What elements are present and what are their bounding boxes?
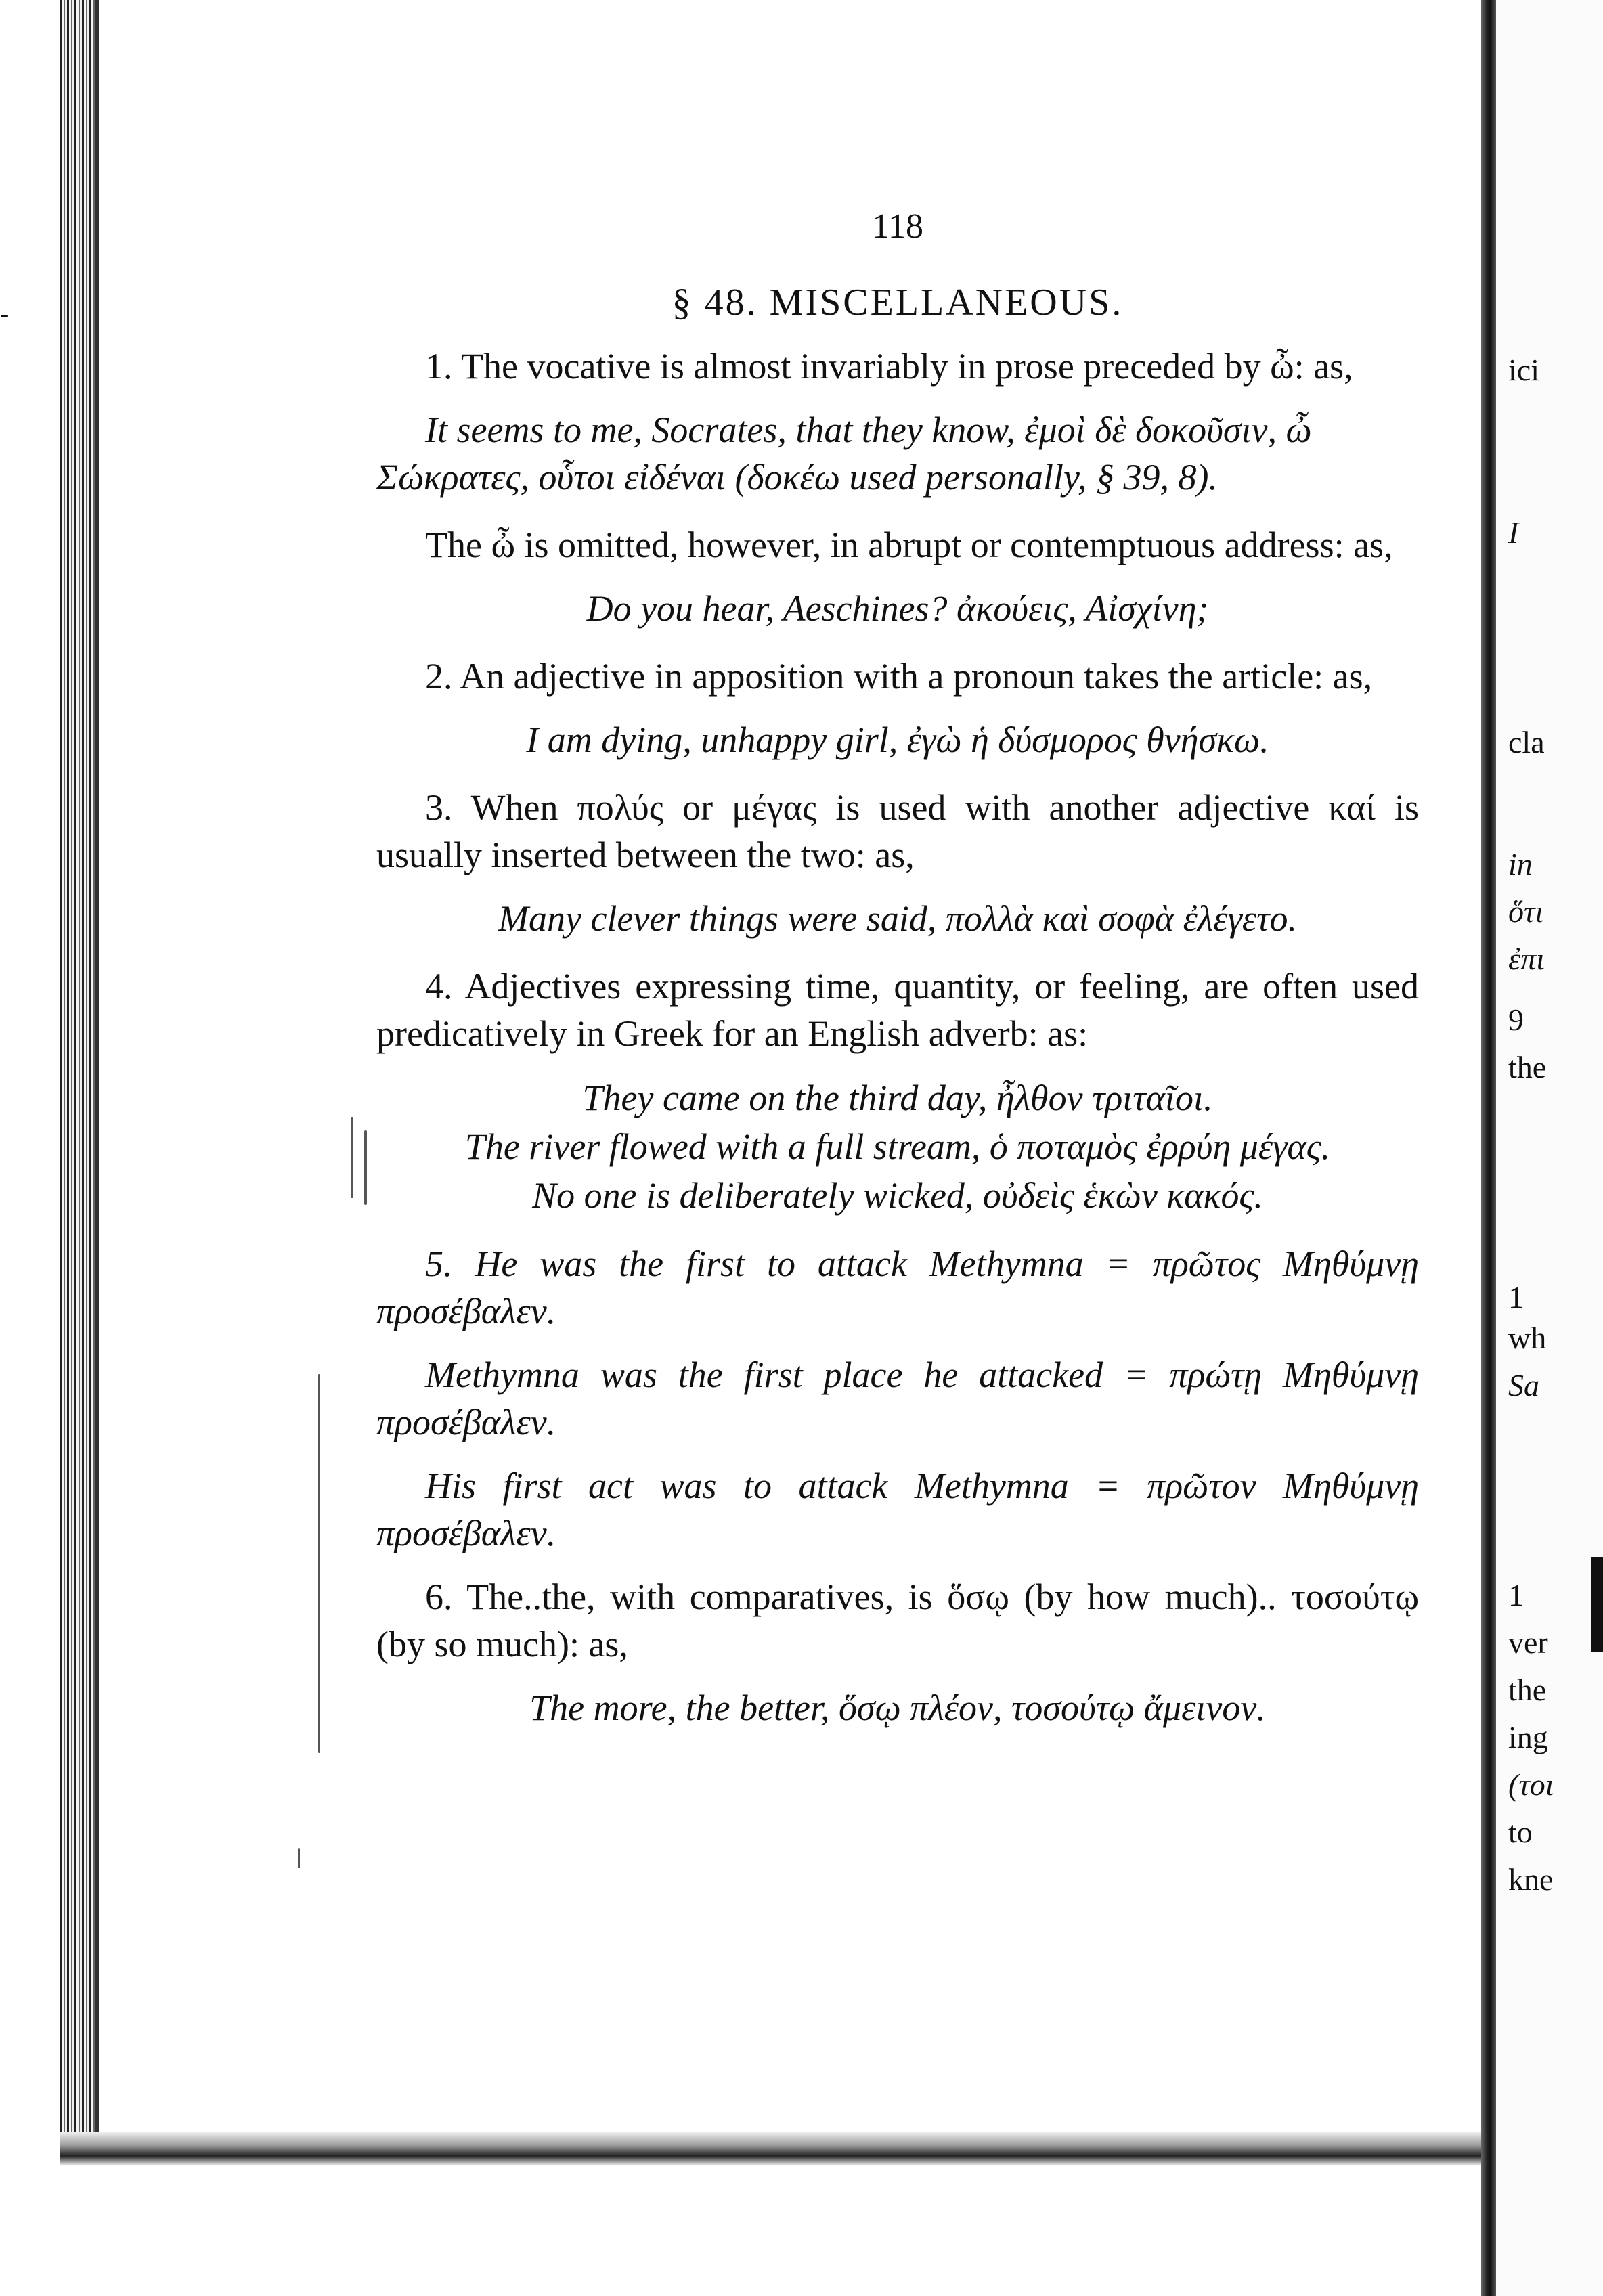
- facing-fragment: ver: [1508, 1625, 1548, 1660]
- pencil-mark: [318, 1374, 320, 1753]
- paragraph-5b: Methymna was the first place he attacked = πρώτῃ Μηθύμνῃ προσέβαλεν.: [376, 1354, 1419, 1442]
- paragraph-2: 2. An adjective in apposition with a pronoun takes the article: as,: [425, 656, 1373, 697]
- book-bottom-edge: [60, 2132, 1488, 2166]
- example-6: The more, the better, ὅσῳ πλέον, τοσούτῳ ἄμεινον.: [529, 1687, 1266, 1728]
- paragraph-1: 1. The vocative is almost invariably in prose preceded by ὦ: as,: [425, 346, 1353, 387]
- facing-page-mark: [1591, 1557, 1603, 1652]
- facing-fragment: in: [1508, 847, 1533, 881]
- margin-mark: -: [0, 299, 9, 329]
- page-number: 118: [871, 207, 924, 246]
- example-4-line: They came on the third day, ἦλθον τριταῖοι.: [582, 1078, 1213, 1118]
- paragraph-3: 3. When πολύς or μέγας is used with another adjective καί is usually inserted between the two: as,: [376, 787, 1419, 875]
- facing-fragment: I: [1508, 515, 1519, 550]
- facing-page: [1496, 0, 1603, 2296]
- facing-fragment: Sa: [1508, 1368, 1539, 1403]
- example-3: Many clever things were said, πολλὰ καὶ σοφὰ ἐλέγετο.: [498, 898, 1297, 939]
- facing-fragment: wh: [1508, 1321, 1547, 1355]
- facing-fragment: the: [1508, 1050, 1547, 1084]
- pencil-mark: [298, 1848, 300, 1868]
- page-body: [376, 203, 1419, 1752]
- example-1b: Do you hear, Aeschines? ἀκούεις, Αἰσχίνη;: [586, 588, 1209, 629]
- facing-fragment: 1: [1508, 1578, 1524, 1612]
- page-stack-edge: [60, 0, 95, 2166]
- example-group-4: [376, 1074, 1419, 1220]
- page-stack-shadow: [95, 0, 99, 2166]
- facing-fragment: to: [1508, 1815, 1533, 1849]
- paragraph-4: 4. Adjectives expressing time, quantity, or feeling, are often used predicatively in Greek for an English adverb: as:: [376, 966, 1419, 1054]
- paragraph-1b: The ὦ is omitted, however, in abrupt or contemptuous address: as,: [425, 525, 1393, 565]
- facing-fragment: ici: [1508, 353, 1539, 387]
- facing-fragment: 1: [1508, 1280, 1524, 1315]
- paragraph-5c: His first act was to attack Methymna = πρῶτον Μηθύμνῃ προσέβαλεν.: [376, 1465, 1419, 1553]
- example-1: It seems to me, Socrates, that they know, ἐμοὶ δὲ δοκοῦσιν, ὦ Σώκρατες, οὗτοι εἰδέναι (δοκέω used personally, § 39, 8).: [376, 410, 1312, 498]
- book-gutter: [1481, 0, 1496, 2296]
- section-heading: § 48. MISCELLANEOUS.: [672, 282, 1124, 324]
- facing-fragment: the: [1508, 1673, 1547, 1707]
- paragraph-5: 5. He was the first to attack Methymna = πρῶτος Μηθύμνῃ προσέβαλεν.: [376, 1243, 1419, 1331]
- facing-fragment: ἐπι: [1508, 942, 1545, 976]
- facing-fragment: (τοι: [1508, 1767, 1554, 1802]
- facing-fragment: kne: [1508, 1862, 1554, 1897]
- example-4-line: No one is deliberately wicked, οὐδεὶς ἑκὼν κακός.: [532, 1175, 1263, 1216]
- pencil-mark: [351, 1117, 353, 1198]
- example-2: I am dying, unhappy girl, ἐγὼ ἡ δύσμορος θνήσκω.: [526, 720, 1269, 760]
- pencil-mark: [364, 1130, 367, 1205]
- facing-fragment: cla: [1508, 725, 1545, 759]
- facing-fragment: ὅτι: [1508, 894, 1544, 929]
- paragraph-6: 6. The..the, with comparatives, is ὅσῳ (by how much).. τοσούτῳ (by so much): as,: [376, 1576, 1419, 1664]
- facing-fragment: ing: [1508, 1720, 1548, 1754]
- example-4-line: The river flowed with a full stream, ὁ ποταμὸς ἐρρύη μέγας.: [464, 1126, 1331, 1167]
- facing-fragment: 9: [1508, 1002, 1524, 1037]
